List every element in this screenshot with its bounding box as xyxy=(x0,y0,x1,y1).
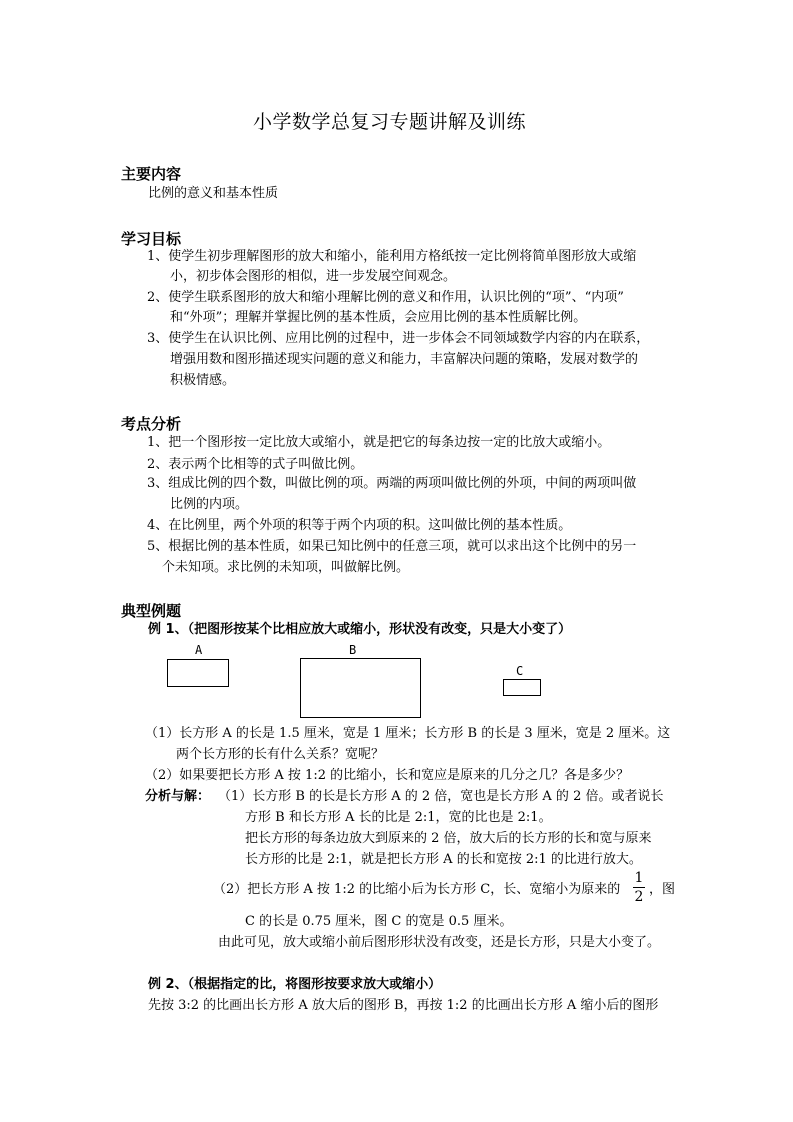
solution-2c: 由此可见，放大或缩小前后图形形状没有改变，还是长方形，只是大小变了。 xyxy=(218,935,661,950)
rect-b xyxy=(300,658,421,718)
analysis-heading: 考点分析 xyxy=(121,415,182,433)
fraction-bar xyxy=(633,887,645,888)
rect-a-label: A xyxy=(195,643,203,657)
analysis-line: 1、把一个图形按一定比放大或缩小，就是把它的每条边按一定的比放大或缩小。 xyxy=(147,435,611,450)
rect-a xyxy=(167,659,229,687)
analysis-line: 比例的内项。 xyxy=(170,497,249,512)
example1-label: 例 1、（把图形按某个比相应放大或缩小，形状没有改变，只是大小变了） xyxy=(148,622,572,637)
question-2: （2）如果要把长方形 A 按 1:2 的比缩小，长和宽应是原来的几分之几？各是多少？ xyxy=(145,768,630,783)
main-content-text: 比例的意义和基本性质 xyxy=(148,186,279,201)
analysis-line: 2、表示两个比相等的式子叫做比例。 xyxy=(147,457,364,472)
fraction-numerator: 1 xyxy=(634,870,644,886)
solution-2a: （2）把长方形 A 按 1:2 的比缩小后为长方形 C，长、宽缩小为原来的 xyxy=(213,882,621,897)
solution-2b: C 的长是 0.75 厘米，图 C 的宽是 0.5 厘米。 xyxy=(245,914,513,929)
fraction-denominator: 2 xyxy=(634,889,644,905)
question-1a: （1）长方形 A 的长是 1.5 厘米，宽是 1 厘米；长方形 B 的长是 3 厘米，宽是 2 厘米。这 xyxy=(145,726,671,741)
rect-c xyxy=(503,679,541,696)
analysis-solution-label: 分析与解： xyxy=(145,789,211,804)
goal-line: 积极情感。 xyxy=(170,373,236,388)
solution-1b: 方形 B 和长方形 A 长的比是 2:1，宽的比也是 2:1。 xyxy=(245,810,552,825)
solution-1a: （1）长方形 B 的长是长方形 A 的 2 倍，宽也是长方形 A 的 2 倍。或者说长 xyxy=(218,789,664,804)
page-title: 小学数学总复习专题讲解及训练 xyxy=(253,111,527,133)
goal-line: 和“外项”；理解并掌握比例的基本性质，会应用比例的基本性质解比例。 xyxy=(170,310,587,325)
goal-line: 增强用数和图形描述现实问题的意义和能力，丰富解决问题的策略，发展对数学的 xyxy=(170,352,639,367)
fraction-one-half xyxy=(631,870,647,905)
analysis-line: 4、在比例里，两个外项的积等于两个内项的积。这叫做比例的基本性质。 xyxy=(147,518,572,533)
example2-line: 先按 3:2 的比画出长方形 A 放大后的图形 B，再按 1:2 的比画出长方形 A 缩小后的图形 xyxy=(148,998,659,1013)
analysis-line: 3、组成比例的四个数，叫做比例的项。两端的两项叫做比例的外项，中间的两项叫做 xyxy=(147,476,637,491)
solution-1d: 长方形的比是 2:1，就是把长方形 A 的长和宽按 2:1 的比进行放大。 xyxy=(245,852,642,867)
goals-heading: 学习目标 xyxy=(121,230,182,248)
solution-2a-tail: ，图 xyxy=(649,882,676,897)
main-content-heading: 主要内容 xyxy=(121,165,182,183)
goal-line: 1、使学生初步理解图形的放大和缩小，能利用方格纸按一定比例将简单图形放大或缩 xyxy=(147,249,637,264)
analysis-line: 5、根据比例的基本性质，如果已知比例中的任意三项，就可以求出这个比例中的另一 xyxy=(147,539,637,554)
goal-line: 小，初步体会图形的相似，进一步发展空间观念。 xyxy=(170,269,457,284)
examples-heading: 典型例题 xyxy=(121,602,182,620)
rect-c-label: C xyxy=(516,664,524,678)
solution-1c: 把长方形的每条边放大到原来的 2 倍，放大后的长方形的长和宽与原来 xyxy=(245,831,652,846)
question-1b: 两个长方形的长有什么关系？宽呢？ xyxy=(176,747,385,762)
rect-b-label: B xyxy=(349,643,357,657)
example2-label: 例 2、（根据指定的比，将图形按要求放大或缩小） xyxy=(148,977,442,992)
goal-line: 3、使学生在认识比例、应用比例的过程中，进一步体会不同领域数学内容的内在联系， xyxy=(147,331,650,346)
goal-line: 2、使学生联系图形的放大和缩小理解比例的意义和作用，认识比例的“项”、“内项” xyxy=(147,290,624,305)
analysis-line: 个未知项。求比例的未知项，叫做解比例。 xyxy=(162,560,410,575)
